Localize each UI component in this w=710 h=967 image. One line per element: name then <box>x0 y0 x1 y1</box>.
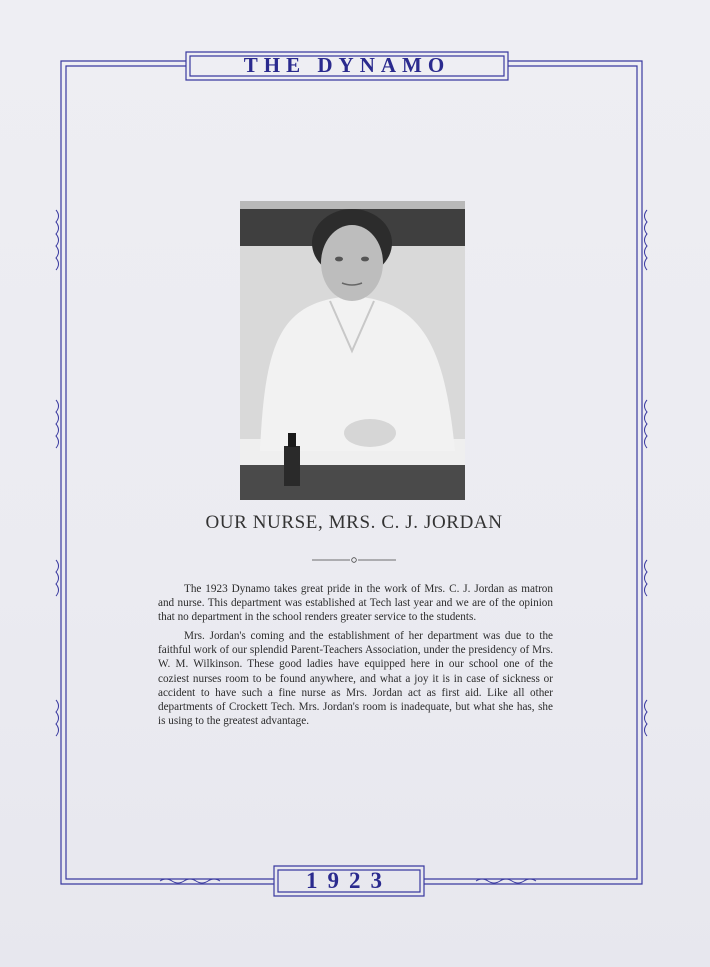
section-divider <box>312 554 396 566</box>
page-header-title: THE DYNAMO <box>243 53 451 77</box>
portrait-photo <box>240 201 465 500</box>
article-paragraph: Mrs. Jordan's coming and the establishment of her department was due to the faithful work of our splendid Parent-Teachers Association, under the presidency of Mrs. W. M. Wilkinson. These good ladies have equipped here in our school one of the coziest nurses room to be found anywhere, and what a joy it is in case of sickness or accident to have such a fine nurse as Mrs. Jordan act as first aid. Like all other departments of Crockett Tech. Mrs. Jordan's room is inadequate, but what she has, she is using to the greatest advantage. <box>158 630 553 727</box>
page-footer-year: 1923 <box>306 868 392 893</box>
article-paragraph: The 1923 Dynamo takes great pride in the work of Mrs. C. J. Jordan as matron and nurse. This department was established at Tech last year and we are of the opinion that no department in the school renders greater service to the students. <box>158 583 553 624</box>
photo-caption: OUR NURSE, MRS. C. J. JORDAN <box>205 512 503 533</box>
article-body <box>158 582 553 733</box>
